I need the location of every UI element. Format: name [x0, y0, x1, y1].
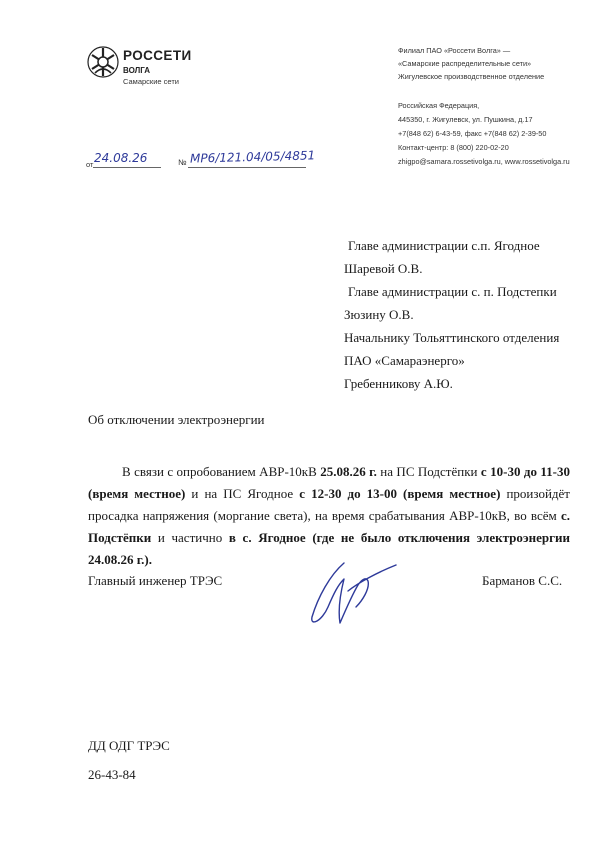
logo-subtitle-2: Самарские сети	[123, 77, 179, 86]
addressee-line: Гребенникову А.Ю.	[344, 376, 453, 391]
addressee-line: Зюзину О.В.	[344, 307, 414, 322]
number-prefix: №	[178, 158, 187, 167]
handwritten-date: 24.08.26	[94, 151, 148, 165]
body-text-3: и на ПС Ягодное	[185, 486, 300, 501]
org-line: Филиал ПАО «Россети Волга» —	[398, 46, 511, 55]
body-bold-village-1: с. Подстёпки	[88, 508, 570, 545]
handwritten-signature-icon	[300, 555, 400, 635]
executor-phone: 26-43-84	[88, 767, 136, 782]
body-text-4: произойдёт просадка напряжения (моргание света), на время срабатывания АВР-10кВ, во всём	[88, 486, 570, 523]
body-text-5: и частично	[151, 530, 229, 545]
addressee-line: ПАО «Самараэнерго»	[344, 353, 465, 368]
logo-name: РОССЕТИ	[123, 48, 192, 63]
org-line: «Самарские распределительные сети»	[398, 59, 532, 68]
body-bold-time-2: с 12-30 до 13-00 (время местное)	[299, 486, 501, 501]
addressee-line: Главе администрации с. п. Подстепки	[348, 284, 557, 299]
number-underline	[188, 167, 306, 168]
contact-line: 445350, г. Жигулевск, ул. Пушкина, д.17	[398, 115, 533, 124]
body-text-1: В связи с опробованием АВР-10кВ	[122, 464, 321, 479]
executor-department: ДД ОДГ ТРЭС	[88, 738, 170, 753]
contact-line: Контакт-центр: 8 (800) 220-02-20	[398, 143, 509, 152]
contact-line: Российская Федерация,	[398, 101, 480, 110]
contact-line: +7(848 62) 6-43-59, факс +7(848 62) 2-39-50	[398, 129, 547, 138]
subject-line: Об отключении электроэнергии	[88, 412, 265, 427]
logo-subtitle: ВОЛГА	[123, 66, 151, 75]
addressee-line: Главе администрации с.п. Ягодное	[348, 238, 540, 253]
rosseti-logo-icon	[86, 45, 120, 79]
body-bold-time-1: с 10-30 до 11-30 (время местное)	[88, 464, 570, 501]
handwritten-number: МР6/121.04/05/4851	[189, 148, 316, 166]
body-bold-date: 25.08.26 г.	[320, 464, 377, 479]
date-underline	[93, 167, 161, 168]
addressee-line: Шаревой О.В.	[344, 261, 423, 276]
contact-line: zhigpo@samara.rossetivolga.ru, www.rossetivolga.ru	[398, 157, 570, 166]
date-prefix: от	[86, 160, 94, 169]
body-text-2: на ПС Подстёпки	[376, 464, 481, 479]
addressee-line: Начальнику Тольяттинского отделения	[344, 330, 560, 345]
signer-name: Барманов С.С.	[482, 573, 563, 588]
org-line: Жигулевское производственное отделение	[398, 72, 545, 81]
body-bold-village-2: в с. Ягодное (где не было отключения электроэнергии 24.08.26 г.).	[88, 530, 570, 567]
signer-title: Главный инженер ТРЭС	[88, 573, 223, 588]
